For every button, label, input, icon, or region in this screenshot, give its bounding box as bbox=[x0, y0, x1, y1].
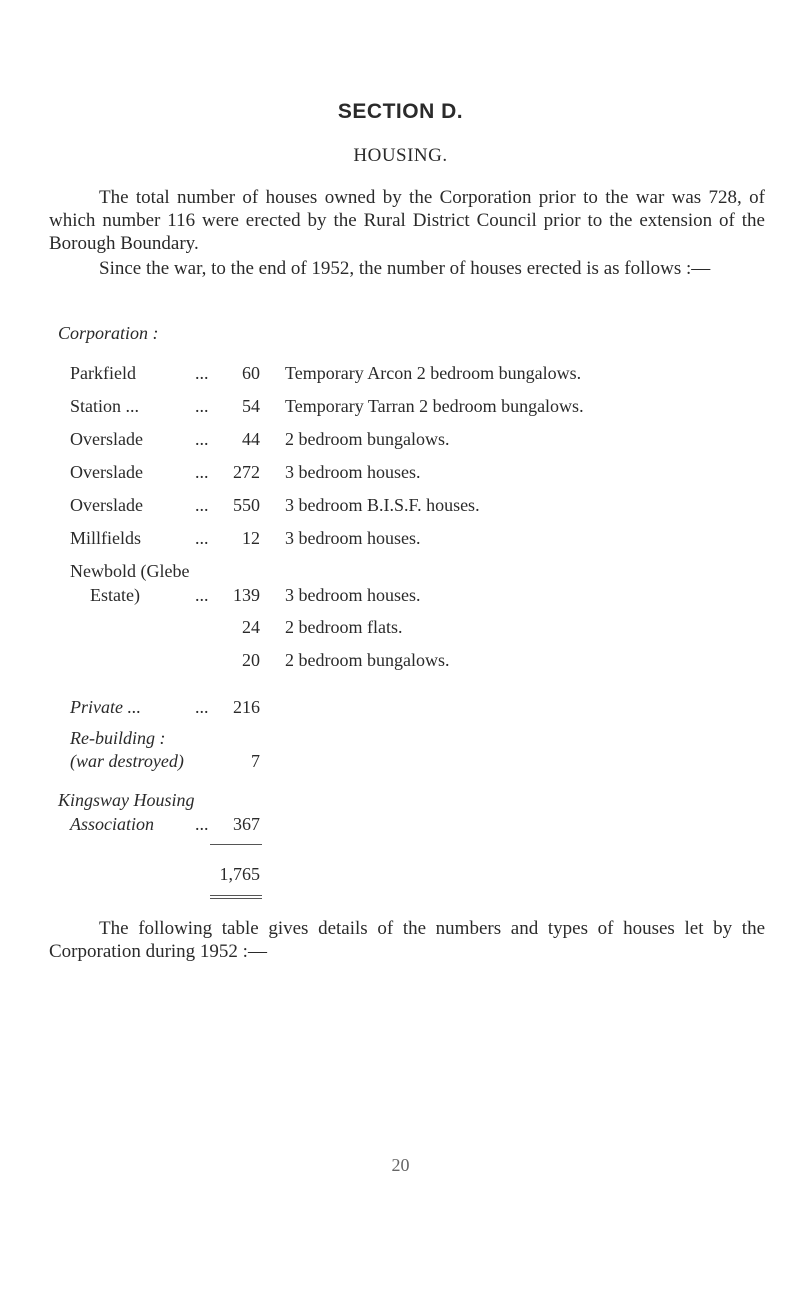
row-value: 20 bbox=[242, 650, 260, 670]
row-value: 139 bbox=[233, 585, 260, 605]
row-label: Parkfield bbox=[70, 363, 136, 383]
row-value: 54 bbox=[242, 396, 260, 416]
row-dots: ... bbox=[195, 429, 209, 449]
row-dots: ... bbox=[195, 396, 209, 416]
corporation-label: Corporation : bbox=[58, 323, 159, 343]
row-value: 550 bbox=[233, 495, 260, 515]
row-desc: 2 bedroom flats. bbox=[285, 617, 403, 637]
kingsway-value: 367 bbox=[233, 814, 260, 834]
following-paragraph: The following table gives details of the numbers and types of houses let by the Corporation during 1952 :— bbox=[49, 918, 765, 962]
row-desc: 3 bedroom B.I.S.F. houses. bbox=[285, 495, 480, 515]
since-paragraph: Since the war, to the end of 1952, the number of houses erected is as follows :— bbox=[99, 258, 711, 279]
private-dots: ... bbox=[195, 697, 209, 717]
war-destroyed-value: 7 bbox=[251, 751, 260, 771]
row-desc: Temporary Tarran 2 bedroom bungalows. bbox=[285, 396, 584, 416]
row-dots: ... bbox=[195, 462, 209, 482]
newbold-label-line2: Estate) bbox=[90, 585, 140, 605]
row-label: Overslade bbox=[70, 462, 143, 482]
row-desc: 2 bedroom bungalows. bbox=[285, 429, 450, 449]
row-desc: 3 bedroom houses. bbox=[285, 585, 421, 605]
kingsway-label-line1: Kingsway Housing bbox=[58, 790, 195, 810]
rebuilding-label: Re-building : bbox=[70, 728, 166, 748]
row-dots: ... bbox=[195, 585, 209, 605]
private-label: Private ... bbox=[70, 697, 141, 717]
total-rule-1 bbox=[210, 895, 262, 896]
row-value: 12 bbox=[242, 528, 260, 548]
row-dots: ... bbox=[195, 495, 209, 515]
row-label: Overslade bbox=[70, 429, 143, 449]
row-desc: 3 bedroom houses. bbox=[285, 528, 421, 548]
row-label: Overslade bbox=[70, 495, 143, 515]
row-label: Millfields bbox=[70, 528, 141, 548]
row-value: 44 bbox=[242, 429, 260, 449]
row-value: 272 bbox=[233, 462, 260, 482]
war-destroyed-label: (war destroyed) bbox=[70, 751, 184, 771]
row-desc: 3 bedroom houses. bbox=[285, 462, 421, 482]
row-desc: Temporary Arcon 2 bedroom bungalows. bbox=[285, 363, 582, 383]
section-title: SECTION D. bbox=[337, 100, 464, 123]
kingsway-label-line2: Association bbox=[70, 814, 154, 834]
kingsway-dots: ... bbox=[195, 814, 209, 834]
newbold-label-line1: Newbold (Glebe bbox=[70, 561, 190, 581]
private-value: 216 bbox=[233, 697, 260, 717]
page-number: 20 bbox=[391, 1155, 410, 1175]
row-value: 60 bbox=[242, 363, 260, 383]
intro-paragraph: The total number of houses owned by the Corporation prior to the war was 728, of which number 116 were erected by the Rural District Council prior to the extension of the Borough Boundary. bbox=[49, 187, 765, 254]
sub-title: HOUSING. bbox=[353, 145, 448, 166]
row-dots: ... bbox=[195, 528, 209, 548]
row-dots: ... bbox=[195, 363, 209, 383]
total-rule-2 bbox=[210, 898, 262, 899]
total-value: 1,765 bbox=[219, 864, 260, 884]
row-label: Station ... bbox=[70, 396, 140, 416]
subtotal-rule bbox=[210, 844, 262, 845]
row-desc: 2 bedroom bungalows. bbox=[285, 650, 450, 670]
row-value: 24 bbox=[242, 617, 260, 637]
